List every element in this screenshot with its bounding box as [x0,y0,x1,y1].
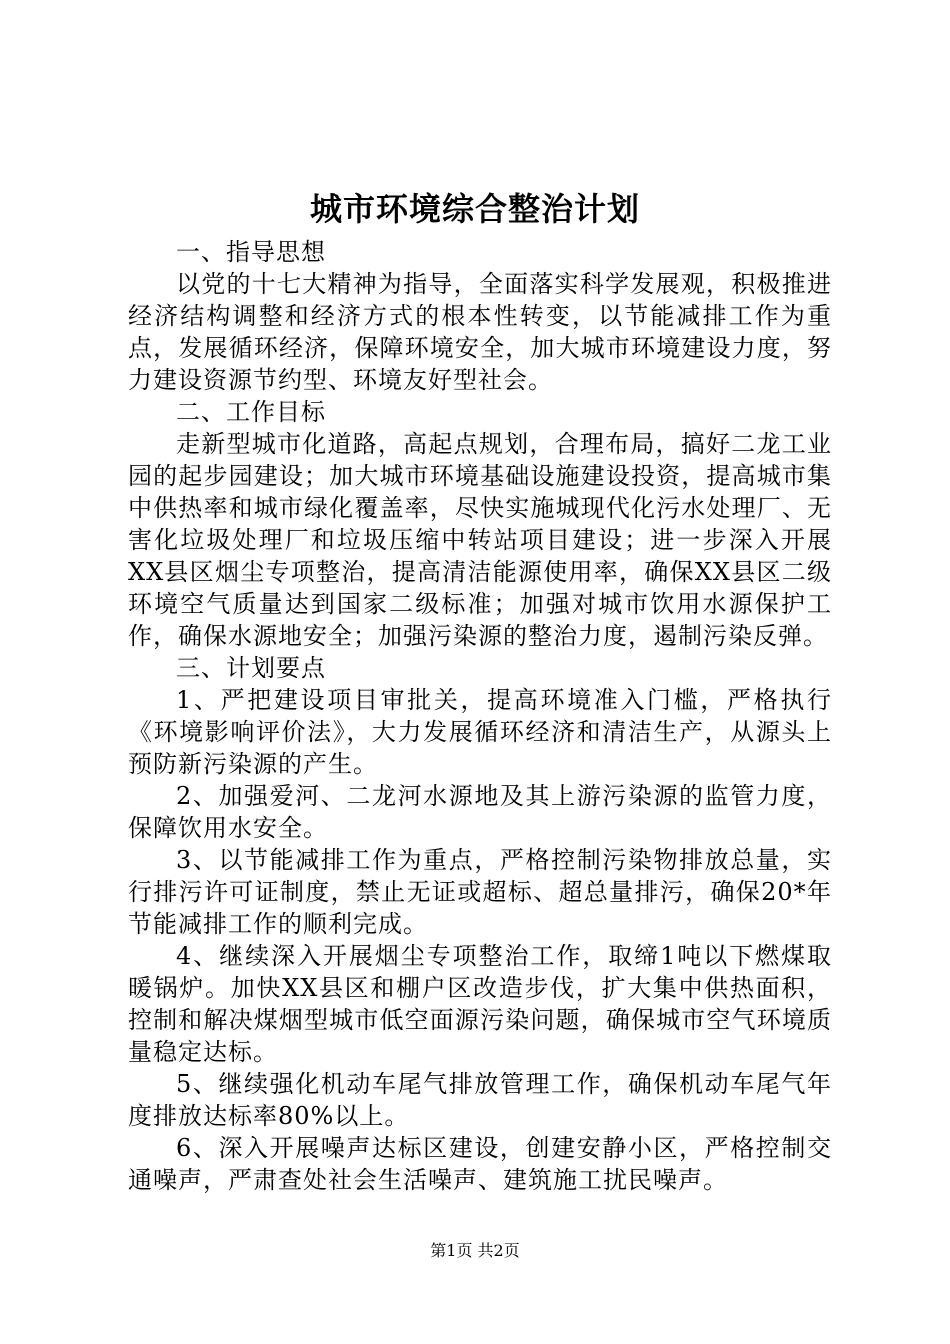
document-body [128,236,832,1196]
list-item: 5、继续强化机动车尾气排放管理工作，确保机动车尾气年度排放达标率80%以上。 [128,1070,832,1130]
list-item: 6、深入开展噪声达标区建设，创建安静小区，严格控制交通噪声，严肃查处社会生活噪声、建筑施工扰民噪声。 [128,1134,832,1194]
list-item: 4、继续深入开展烟尘专项整治工作，取缔1吨以下燃煤取暖锅炉。加快XX县区和棚户区改造步伐，扩大集中供热面积，控制和解决煤烟型城市低空面源污染问题，确保城市空气环境质量稳定达标。 [128,942,832,1066]
document-title: 城市环境综合整治计划 [309,190,640,228]
list-item: 1、严把建设项目审批关，提高环境准入门槛，严格执行《环境影响评价法》，大力发展循环经济和清洁生产，从源头上预防新污染源的产生。 [128,686,832,778]
section-heading: 一、指导思想 [176,238,326,266]
section-heading: 三、计划要点 [176,654,326,682]
section-heading: 二、工作目标 [176,398,326,426]
paragraph: 走新型城市化道路，高起点规划，合理布局，搞好二龙工业园的起步园建设；加大城市环境基础设施建设投资，提高城市集中供热率和城市绿化覆盖率，尽快实施城现代化污水处理厂、无害化垃圾处理厂和垃圾压缩中转站项目建设；进一步深入开展XX县区烟尘专项整治，提高清洁能源使用率，确保XX县区二级环境空气质量达到国家二级标准；加强对城市饮用水源保护工作，确保水源地安全；加强污染源的整治力度，遏制污染反弹。 [128,430,832,650]
page-footer: 第1页 共2页 [430,1241,520,1260]
list-item: 3、以节能减排工作为重点，严格控制污染物排放总量，实行排污许可证制度，禁止无证或超标、超总量排污，确保20*年节能减排工作的顺利完成。 [128,846,832,938]
list-item: 2、加强爱河、二龙河水源地及其上游污染源的监管力度，保障饮用水安全。 [128,782,832,842]
paragraph: 以党的十七大精神为指导，全面落实科学发展观，积极推进经济结构调整和经济方式的根本性转变，以节能减排工作为重点，发展循环经济，保障环境安全，加大城市环境建设力度，努力建设资源节约型、环境友好型社会。 [128,270,832,394]
